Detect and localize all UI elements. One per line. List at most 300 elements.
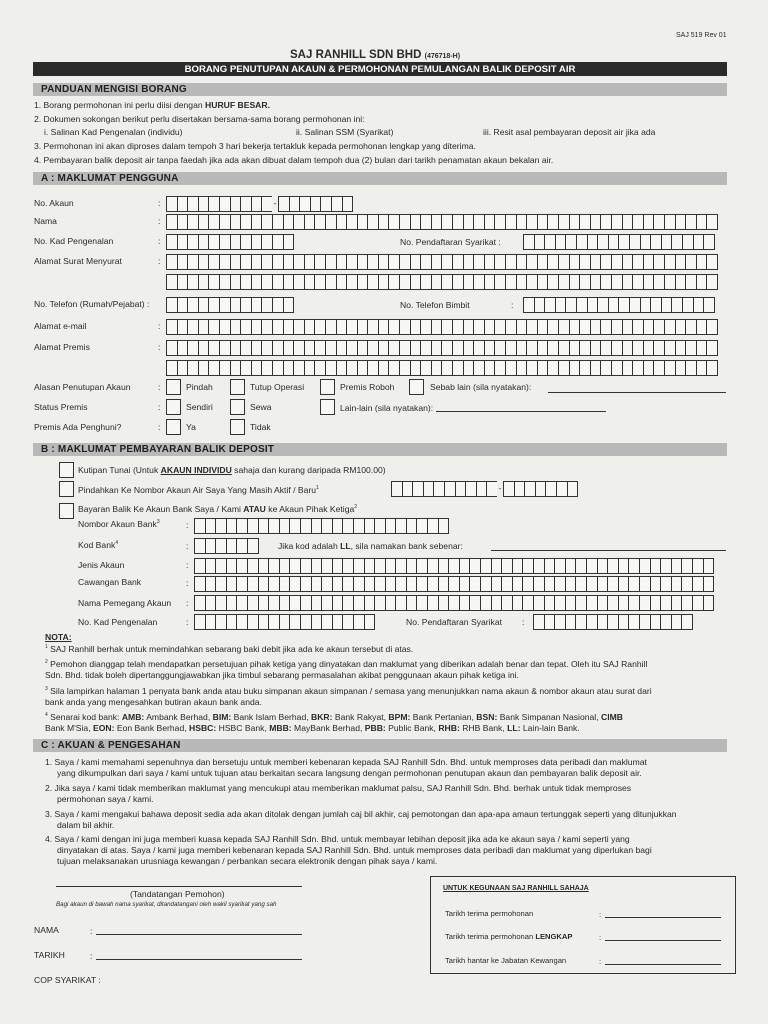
- char-box[interactable]: [272, 234, 283, 250]
- char-box[interactable]: [187, 360, 198, 376]
- char-box[interactable]: [544, 297, 555, 313]
- char-box[interactable]: [501, 595, 512, 611]
- char-box[interactable]: [681, 614, 693, 630]
- alamat-premis-boxes-1[interactable]: [166, 340, 718, 355]
- char-box[interactable]: [703, 576, 715, 592]
- char-box[interactable]: [300, 595, 311, 611]
- char-box[interactable]: [283, 234, 295, 250]
- char-box[interactable]: [226, 558, 237, 574]
- char-box[interactable]: [304, 274, 315, 290]
- char-box[interactable]: [569, 340, 580, 356]
- char-box[interactable]: [219, 254, 230, 270]
- char-box[interactable]: [230, 340, 241, 356]
- char-box[interactable]: [706, 360, 718, 376]
- char-box[interactable]: [590, 360, 601, 376]
- alamat-surat-boxes-2[interactable]: [166, 274, 718, 289]
- char-box[interactable]: [685, 319, 696, 335]
- char-box[interactable]: [208, 214, 219, 230]
- char-box[interactable]: [558, 274, 569, 290]
- no-telefon-boxes[interactable]: [166, 297, 294, 312]
- char-box[interactable]: [526, 360, 537, 376]
- char-box[interactable]: [177, 214, 188, 230]
- char-box[interactable]: [516, 254, 527, 270]
- jenis-akaun-boxes[interactable]: [194, 558, 714, 573]
- char-box[interactable]: [215, 518, 226, 534]
- char-box[interactable]: [664, 319, 675, 335]
- char-box[interactable]: [579, 340, 590, 356]
- char-box[interactable]: [177, 234, 188, 250]
- char-box[interactable]: [441, 274, 452, 290]
- char-box[interactable]: [526, 340, 537, 356]
- char-box[interactable]: [586, 558, 597, 574]
- char-box[interactable]: [640, 297, 651, 313]
- char-box[interactable]: [325, 360, 336, 376]
- char-box[interactable]: [336, 340, 347, 356]
- nama-pemegang-boxes[interactable]: [194, 595, 714, 610]
- char-box[interactable]: [283, 297, 295, 313]
- char-box[interactable]: [473, 319, 484, 335]
- char-box[interactable]: [706, 254, 718, 270]
- char-box[interactable]: [314, 254, 325, 270]
- char-box[interactable]: [590, 274, 601, 290]
- char-box[interactable]: [283, 214, 294, 230]
- char-box[interactable]: [236, 595, 247, 611]
- char-box[interactable]: [558, 214, 569, 230]
- char-box[interactable]: [547, 274, 558, 290]
- char-box[interactable]: [441, 254, 452, 270]
- char-box[interactable]: [283, 360, 294, 376]
- char-box[interactable]: [671, 234, 682, 250]
- office-line-1[interactable]: [605, 917, 721, 918]
- char-box[interactable]: [293, 214, 304, 230]
- char-box[interactable]: [537, 319, 548, 335]
- char-box[interactable]: [494, 274, 505, 290]
- char-box[interactable]: [247, 614, 258, 630]
- char-box[interactable]: [353, 595, 364, 611]
- char-box[interactable]: [166, 297, 177, 313]
- char-box[interactable]: [346, 254, 357, 270]
- kod-bank-boxes[interactable]: [194, 538, 259, 553]
- no-pendaftaran-boxes[interactable]: [523, 234, 715, 249]
- char-box[interactable]: [251, 234, 262, 250]
- char-box[interactable]: [696, 274, 707, 290]
- char-box[interactable]: [597, 576, 608, 592]
- char-box[interactable]: [314, 340, 325, 356]
- char-box[interactable]: [586, 595, 597, 611]
- char-box[interactable]: [283, 340, 294, 356]
- char-box[interactable]: [367, 319, 378, 335]
- char-box[interactable]: [618, 297, 629, 313]
- char-box[interactable]: [166, 319, 177, 335]
- char-box[interactable]: [587, 234, 598, 250]
- char-box[interactable]: [388, 274, 399, 290]
- char-box[interactable]: [660, 576, 671, 592]
- char-box[interactable]: [575, 558, 586, 574]
- char-box[interactable]: [696, 340, 707, 356]
- char-box[interactable]: [261, 319, 272, 335]
- char-box[interactable]: [675, 274, 686, 290]
- char-box[interactable]: [660, 558, 671, 574]
- char-box[interactable]: [194, 576, 205, 592]
- char-box[interactable]: [590, 254, 601, 270]
- char-box[interactable]: [357, 274, 368, 290]
- char-box[interactable]: [526, 214, 537, 230]
- char-box[interactable]: [558, 340, 569, 356]
- char-box[interactable]: [438, 576, 449, 592]
- char-box[interactable]: [706, 274, 718, 290]
- char-box[interactable]: [565, 558, 576, 574]
- char-box[interactable]: [251, 297, 262, 313]
- char-box[interactable]: [685, 340, 696, 356]
- char-box[interactable]: [268, 558, 279, 574]
- char-box[interactable]: [198, 360, 209, 376]
- char-box[interactable]: [579, 360, 590, 376]
- char-box[interactable]: [534, 297, 545, 313]
- char-box[interactable]: [177, 340, 188, 356]
- char-box[interactable]: [533, 595, 544, 611]
- char-box[interactable]: [558, 360, 569, 376]
- char-box[interactable]: [484, 274, 495, 290]
- char-box[interactable]: [208, 254, 219, 270]
- checkbox-pindah[interactable]: [166, 379, 181, 395]
- char-box[interactable]: [706, 319, 718, 335]
- char-box[interactable]: [516, 319, 527, 335]
- char-box[interactable]: [681, 576, 692, 592]
- char-box[interactable]: [427, 595, 438, 611]
- email-boxes[interactable]: [166, 319, 718, 334]
- char-box[interactable]: [565, 234, 576, 250]
- char-box[interactable]: [311, 558, 322, 574]
- char-box[interactable]: [293, 274, 304, 290]
- char-box[interactable]: [484, 214, 495, 230]
- char-box[interactable]: [353, 558, 364, 574]
- char-box[interactable]: [208, 297, 219, 313]
- char-box[interactable]: [226, 538, 237, 554]
- char-box[interactable]: [693, 297, 704, 313]
- char-box[interactable]: [431, 360, 442, 376]
- char-box[interactable]: [374, 558, 385, 574]
- char-box[interactable]: [452, 360, 463, 376]
- char-box[interactable]: [664, 274, 675, 290]
- char-box[interactable]: [685, 254, 696, 270]
- char-box[interactable]: [501, 576, 512, 592]
- char-box[interactable]: [682, 297, 693, 313]
- char-box[interactable]: [558, 319, 569, 335]
- char-box[interactable]: [653, 274, 664, 290]
- char-box[interactable]: [293, 340, 304, 356]
- char-box[interactable]: [268, 614, 279, 630]
- char-box[interactable]: [251, 274, 262, 290]
- char-box[interactable]: [473, 254, 484, 270]
- char-box[interactable]: [554, 614, 565, 630]
- char-box[interactable]: [416, 576, 427, 592]
- char-box[interactable]: [516, 340, 527, 356]
- char-box[interactable]: [664, 360, 675, 376]
- char-box[interactable]: [187, 319, 198, 335]
- char-box[interactable]: [236, 518, 247, 534]
- char-box[interactable]: [410, 360, 421, 376]
- char-box[interactable]: [618, 614, 629, 630]
- char-box[interactable]: [177, 297, 188, 313]
- char-box[interactable]: [452, 214, 463, 230]
- char-box[interactable]: [194, 595, 205, 611]
- no-kp-boxes[interactable]: [166, 234, 294, 249]
- char-box[interactable]: [342, 558, 353, 574]
- char-box[interactable]: [441, 360, 452, 376]
- char-box[interactable]: [208, 360, 219, 376]
- char-box[interactable]: [675, 319, 686, 335]
- char-box[interactable]: [215, 614, 226, 630]
- char-box[interactable]: [575, 595, 586, 611]
- char-box[interactable]: [693, 234, 704, 250]
- char-box[interactable]: [452, 254, 463, 270]
- char-box[interactable]: [544, 558, 555, 574]
- char-box[interactable]: [261, 254, 272, 270]
- char-box[interactable]: [357, 254, 368, 270]
- char-box[interactable]: [205, 595, 216, 611]
- char-box[interactable]: [395, 558, 406, 574]
- char-box[interactable]: [357, 214, 368, 230]
- char-box[interactable]: [208, 234, 219, 250]
- char-box[interactable]: [420, 319, 431, 335]
- char-box[interactable]: [438, 558, 449, 574]
- char-box[interactable]: [650, 614, 661, 630]
- char-box[interactable]: [230, 214, 241, 230]
- char-box[interactable]: [314, 360, 325, 376]
- char-box[interactable]: [230, 234, 241, 250]
- char-box[interactable]: [289, 595, 300, 611]
- char-box[interactable]: [554, 576, 565, 592]
- char-box[interactable]: [378, 340, 389, 356]
- char-box[interactable]: [664, 254, 675, 270]
- char-box[interactable]: [346, 214, 357, 230]
- char-box[interactable]: [230, 319, 241, 335]
- char-box[interactable]: [198, 274, 209, 290]
- char-box[interactable]: [272, 274, 283, 290]
- char-box[interactable]: [342, 518, 353, 534]
- char-box[interactable]: [205, 538, 216, 554]
- char-box[interactable]: [558, 254, 569, 270]
- char-box[interactable]: [166, 360, 177, 376]
- char-box[interactable]: [247, 558, 258, 574]
- char-box[interactable]: [311, 576, 322, 592]
- char-box[interactable]: [441, 340, 452, 356]
- char-box[interactable]: [650, 234, 661, 250]
- checkbox-bayaran-bank[interactable]: [59, 503, 74, 519]
- char-box[interactable]: [293, 319, 304, 335]
- char-box[interactable]: [364, 518, 375, 534]
- char-box[interactable]: [272, 319, 283, 335]
- char-box[interactable]: [357, 319, 368, 335]
- char-box[interactable]: [321, 614, 332, 630]
- char-box[interactable]: [388, 214, 399, 230]
- char-box[interactable]: [420, 340, 431, 356]
- akaun-air-boxes[interactable]: -: [391, 481, 578, 496]
- char-box[interactable]: [219, 360, 230, 376]
- tarikh-line[interactable]: [96, 959, 302, 960]
- char-box[interactable]: [321, 576, 332, 592]
- char-box[interactable]: [463, 214, 474, 230]
- char-box[interactable]: [640, 234, 651, 250]
- char-box[interactable]: [448, 595, 459, 611]
- char-box[interactable]: [420, 214, 431, 230]
- char-box[interactable]: [526, 254, 537, 270]
- char-box[interactable]: [378, 360, 389, 376]
- char-box[interactable]: [304, 319, 315, 335]
- char-box[interactable]: [261, 297, 272, 313]
- char-box[interactable]: [459, 558, 470, 574]
- char-box[interactable]: [427, 558, 438, 574]
- char-box[interactable]: [427, 518, 438, 534]
- char-box[interactable]: [516, 360, 527, 376]
- char-box[interactable]: [565, 576, 576, 592]
- char-box[interactable]: [311, 614, 322, 630]
- char-box[interactable]: [494, 360, 505, 376]
- char-box[interactable]: [632, 274, 643, 290]
- char-box[interactable]: [431, 340, 442, 356]
- char-box[interactable]: [469, 576, 480, 592]
- char-box[interactable]: [650, 595, 661, 611]
- char-box[interactable]: [346, 274, 357, 290]
- char-box[interactable]: [607, 576, 618, 592]
- char-box[interactable]: [544, 234, 555, 250]
- char-box[interactable]: [618, 558, 629, 574]
- char-box[interactable]: [378, 214, 389, 230]
- char-box[interactable]: [342, 576, 353, 592]
- char-box[interactable]: [198, 254, 209, 270]
- char-box[interactable]: [681, 558, 692, 574]
- char-box[interactable]: [480, 558, 491, 574]
- char-box[interactable]: [554, 558, 565, 574]
- char-box[interactable]: [177, 360, 188, 376]
- char-box[interactable]: [364, 576, 375, 592]
- char-box[interactable]: [463, 254, 474, 270]
- char-box[interactable]: [622, 360, 633, 376]
- char-box[interactable]: [332, 614, 343, 630]
- char-box[interactable]: [166, 254, 177, 270]
- char-box[interactable]: [505, 340, 516, 356]
- char-box[interactable]: [671, 576, 682, 592]
- b-no-pendaftaran-boxes[interactable]: [533, 614, 693, 629]
- char-box[interactable]: [505, 274, 516, 290]
- char-box[interactable]: [336, 254, 347, 270]
- char-box[interactable]: [565, 297, 576, 313]
- char-box[interactable]: [522, 576, 533, 592]
- checkbox-sendiri[interactable]: [166, 399, 181, 415]
- char-box[interactable]: [516, 274, 527, 290]
- char-box[interactable]: [194, 614, 205, 630]
- char-box[interactable]: [671, 595, 682, 611]
- char-box[interactable]: [664, 214, 675, 230]
- checkbox-pindahkan[interactable]: [59, 481, 74, 497]
- char-box[interactable]: [685, 214, 696, 230]
- char-box[interactable]: [618, 234, 629, 250]
- char-box[interactable]: [523, 297, 534, 313]
- signature-line[interactable]: [56, 886, 302, 887]
- char-box[interactable]: [314, 214, 325, 230]
- char-box[interactable]: [177, 319, 188, 335]
- char-box[interactable]: [251, 360, 262, 376]
- char-box[interactable]: [208, 319, 219, 335]
- char-box[interactable]: [544, 614, 555, 630]
- char-box[interactable]: [268, 518, 279, 534]
- char-box[interactable]: [215, 576, 226, 592]
- char-box[interactable]: [494, 214, 505, 230]
- cawangan-boxes[interactable]: [194, 576, 714, 591]
- char-box[interactable]: [554, 595, 565, 611]
- char-box[interactable]: [219, 274, 230, 290]
- char-box[interactable]: [261, 340, 272, 356]
- char-box[interactable]: [300, 614, 311, 630]
- char-box[interactable]: [332, 518, 343, 534]
- char-box[interactable]: [177, 274, 188, 290]
- char-box[interactable]: [205, 576, 216, 592]
- char-box[interactable]: [597, 558, 608, 574]
- char-box[interactable]: [639, 595, 650, 611]
- char-box[interactable]: [643, 360, 654, 376]
- checkbox-tidak[interactable]: [230, 419, 245, 435]
- char-box[interactable]: [696, 254, 707, 270]
- char-box[interactable]: [251, 319, 262, 335]
- char-box[interactable]: [187, 234, 198, 250]
- char-box[interactable]: [685, 274, 696, 290]
- checkbox-ya[interactable]: [166, 419, 181, 435]
- char-box[interactable]: [304, 214, 315, 230]
- char-box[interactable]: [547, 254, 558, 270]
- char-box[interactable]: [336, 214, 347, 230]
- char-box[interactable]: [537, 340, 548, 356]
- char-box[interactable]: [463, 340, 474, 356]
- checkbox-kutipan-tunai[interactable]: [59, 462, 74, 478]
- char-box[interactable]: [622, 340, 633, 356]
- char-box[interactable]: [332, 595, 343, 611]
- char-box[interactable]: [608, 234, 619, 250]
- char-box[interactable]: [703, 297, 715, 313]
- char-box[interactable]: [272, 254, 283, 270]
- char-box[interactable]: [416, 595, 427, 611]
- char-box[interactable]: [622, 214, 633, 230]
- char-box[interactable]: [321, 518, 332, 534]
- nama-bank-line[interactable]: [491, 550, 726, 551]
- char-box[interactable]: [279, 558, 290, 574]
- char-box[interactable]: [653, 340, 664, 356]
- char-box[interactable]: [304, 360, 315, 376]
- char-box[interactable]: [608, 297, 619, 313]
- char-box[interactable]: [325, 319, 336, 335]
- char-box[interactable]: [575, 614, 586, 630]
- char-box[interactable]: [357, 340, 368, 356]
- char-box[interactable]: [215, 595, 226, 611]
- char-box[interactable]: [300, 576, 311, 592]
- char-box[interactable]: [300, 518, 311, 534]
- char-box[interactable]: [194, 518, 205, 534]
- char-box[interactable]: [632, 254, 643, 270]
- char-box[interactable]: [205, 518, 216, 534]
- char-box[interactable]: [187, 254, 198, 270]
- char-box[interactable]: [653, 214, 664, 230]
- char-box[interactable]: [491, 576, 502, 592]
- char-box[interactable]: [247, 518, 258, 534]
- char-box[interactable]: [600, 254, 611, 270]
- char-box[interactable]: [611, 319, 622, 335]
- char-box[interactable]: [576, 297, 587, 313]
- char-box[interactable]: [628, 576, 639, 592]
- char-box[interactable]: [226, 518, 237, 534]
- char-box[interactable]: [304, 254, 315, 270]
- char-box[interactable]: [406, 595, 417, 611]
- char-box[interactable]: [586, 614, 597, 630]
- checkbox-sebab-lain[interactable]: [409, 379, 424, 395]
